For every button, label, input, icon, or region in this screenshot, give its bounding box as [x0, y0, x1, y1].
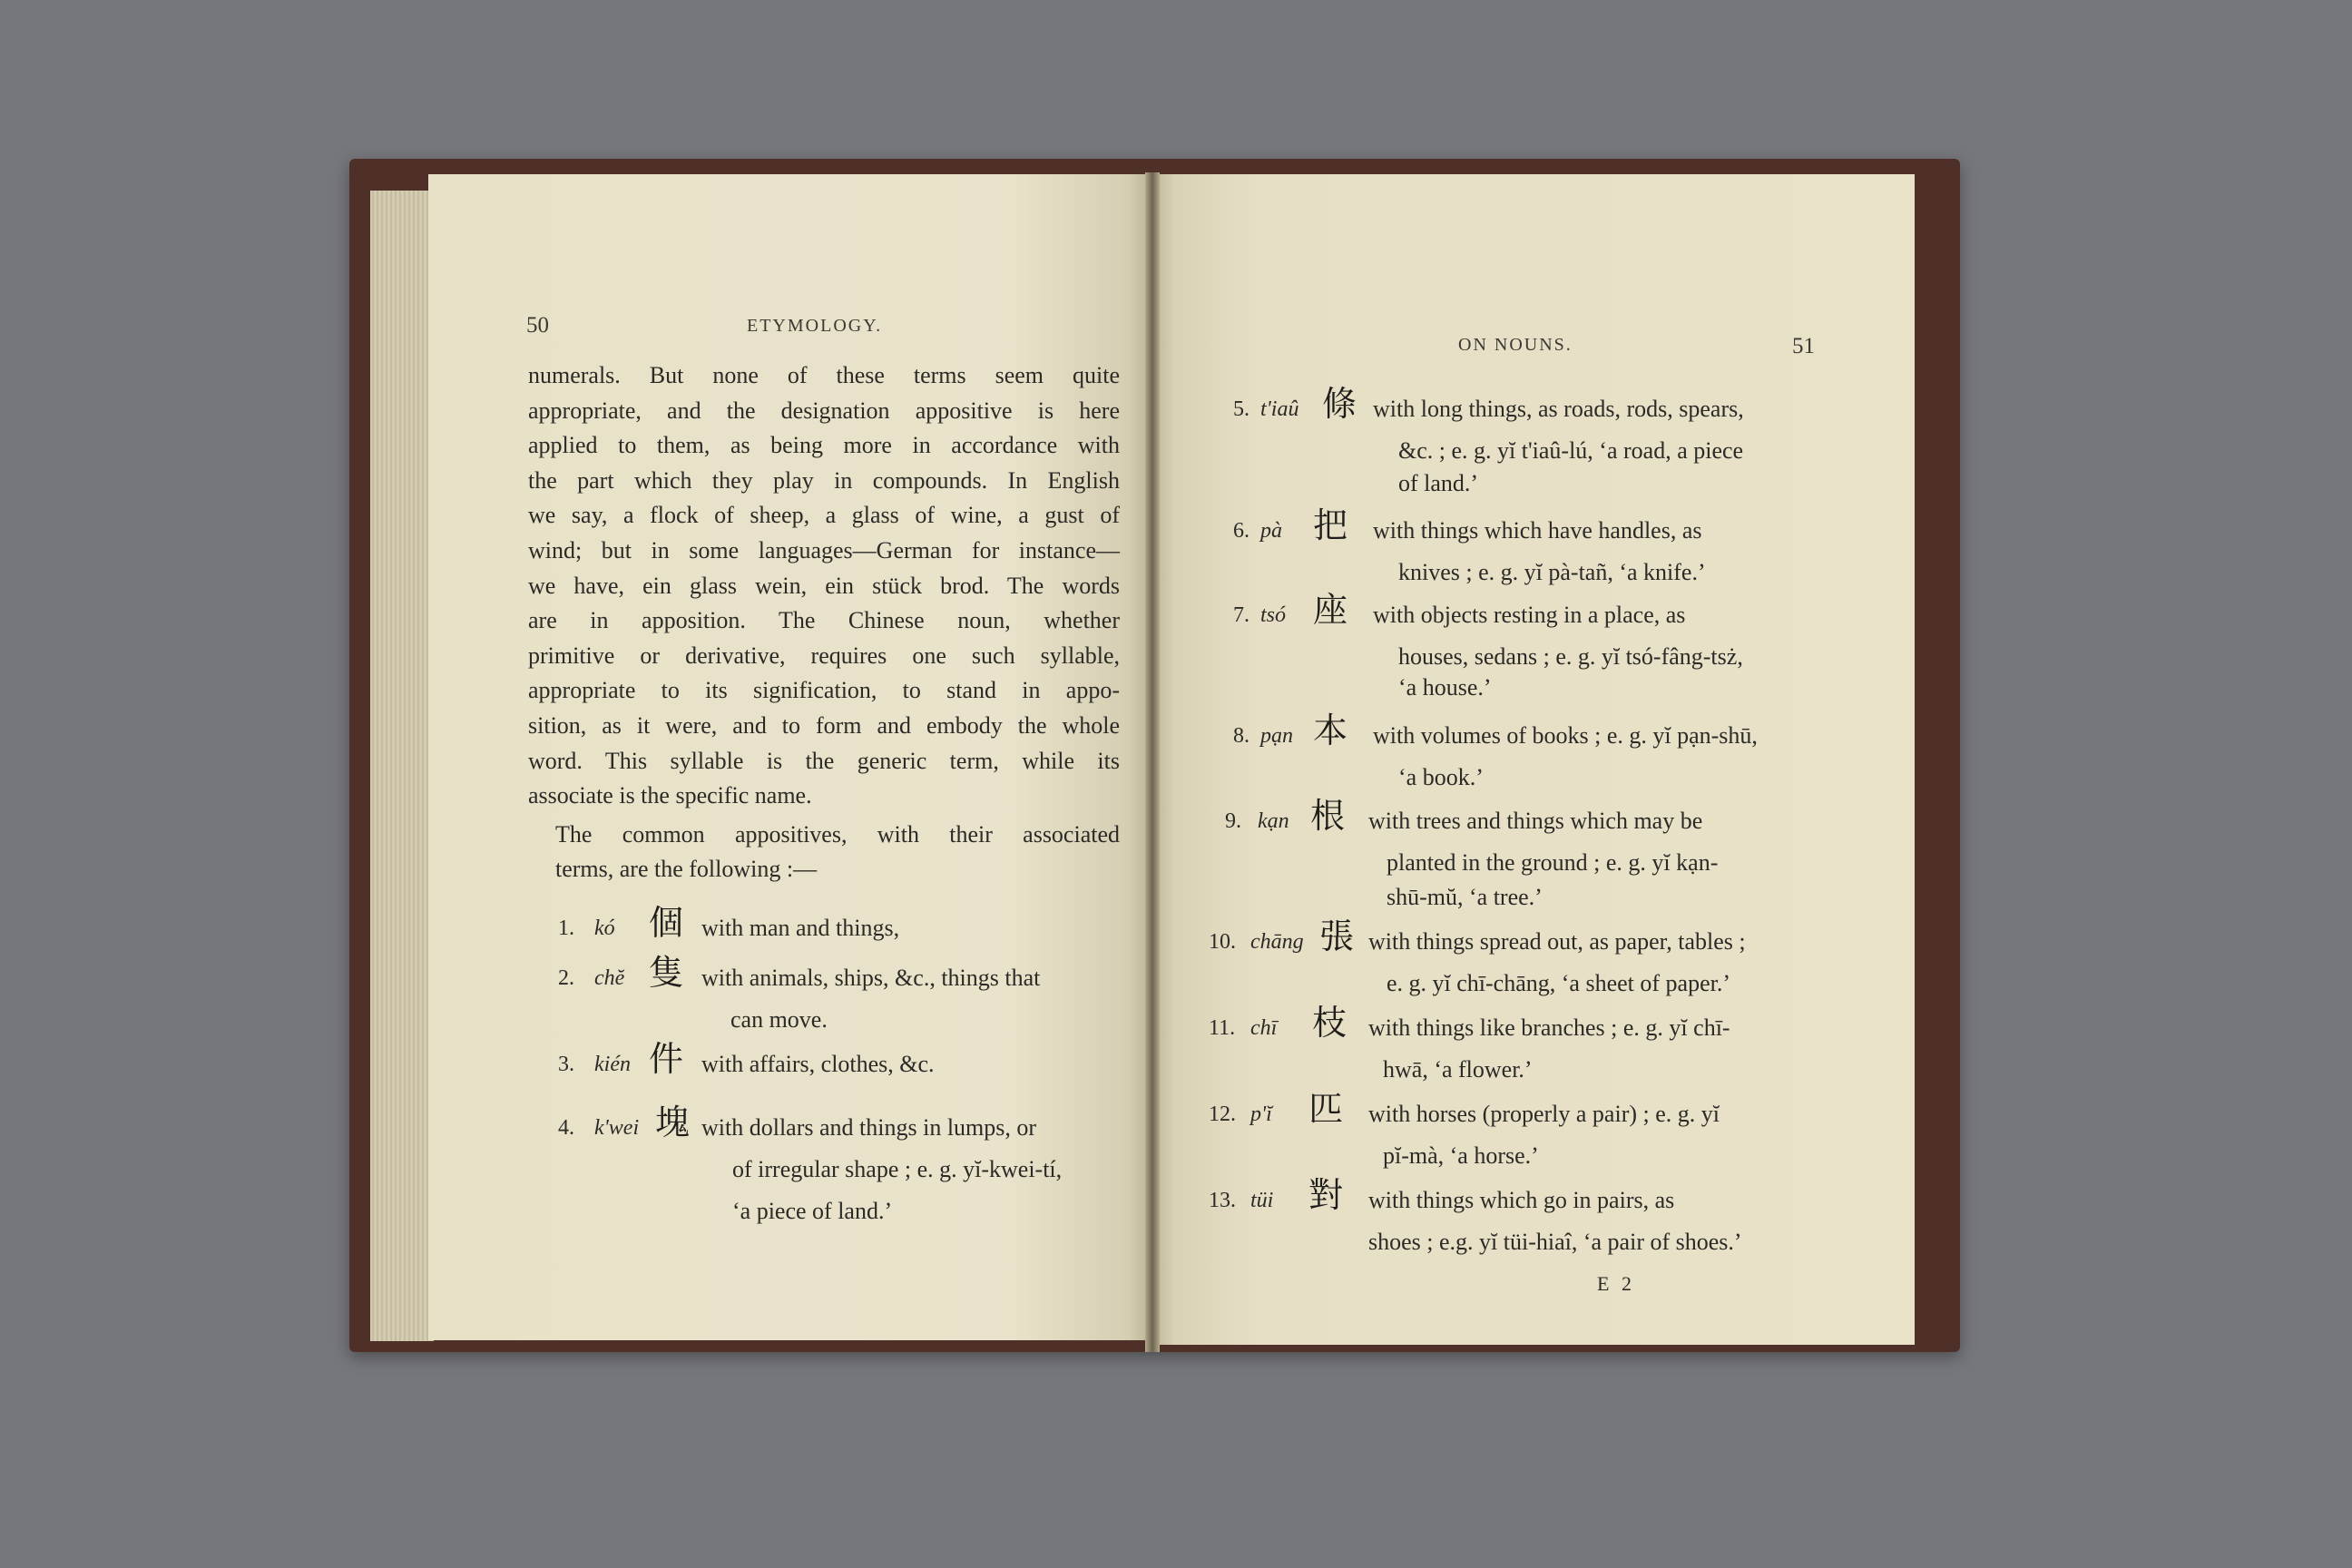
entry-chinese-character: 個 [649, 903, 684, 943]
book-gutter [1145, 172, 1160, 1352]
entry-line: ‘a book.’ [1398, 764, 1484, 790]
text-line: terms, are the following :— [555, 856, 818, 883]
entry-chinese-character: 本 [1313, 710, 1348, 750]
entry-chinese-character: 隻 [649, 953, 684, 993]
entry-description [1368, 1093, 1720, 1177]
entry-description [1368, 1007, 1730, 1091]
entry-line: ‘a piece of land.’ [732, 1198, 893, 1224]
entry-number: 10. [1209, 930, 1236, 954]
text-line: we have, ein glass wein, ein stück brod. The words [528, 572, 1120, 599]
page-number-right: 51 [1792, 334, 1815, 358]
text-line: numerals. But none of these terms seem quite [528, 362, 1120, 388]
entry-description [701, 1107, 1062, 1232]
entry-number: 4. [558, 1116, 574, 1140]
entry-romanization: chāng [1250, 930, 1304, 954]
entry-description [701, 907, 899, 949]
entry-number: 11. [1209, 1016, 1236, 1040]
entry-line: with things like branches ; e. g. yĭ chī- [1368, 1014, 1730, 1041]
entry-romanization: p'ĭ [1250, 1102, 1272, 1126]
entry-description [1373, 594, 1743, 709]
text-line: associate is the specific name. [528, 782, 812, 809]
text-line: are in apposition. The Chinese noun, whether [528, 607, 1120, 634]
text-line: appropriate to its signification, to stand in appo- [528, 677, 1120, 704]
paragraph-2 [528, 818, 1120, 887]
entry-number: 9. [1225, 809, 1241, 833]
running-head-right: ON NOUNS. [1458, 335, 1573, 355]
text-line: wind; but in some languages—German for instance— [528, 536, 1120, 564]
entry-romanization: pạn [1260, 724, 1293, 748]
text-line: primitive or derivative, requires one such syllable, [528, 642, 1120, 669]
entry-romanization: chĕ [594, 966, 625, 990]
entry-number: 2. [558, 966, 574, 990]
text-line: we say, a flock of sheep, a glass of wine, a gust of [528, 502, 1120, 529]
entry-line: hwā, ‘a flower.’ [1383, 1056, 1533, 1083]
entry-number: 8. [1233, 724, 1250, 748]
entry-number: 13. [1209, 1189, 1236, 1212]
entry-line: ‘a house.’ [1398, 674, 1492, 701]
paragraph-1 [528, 358, 1120, 814]
entry-chinese-character: 張 [1319, 916, 1355, 956]
running-head-left: ETYMOLOGY. [747, 316, 883, 336]
entry-romanization: kạn [1258, 809, 1289, 833]
entry-number: 12. [1209, 1102, 1236, 1126]
entry-romanization: kó [594, 916, 615, 940]
text-line: word. This syllable is the generic term, while its [528, 747, 1120, 774]
entry-description [701, 1044, 935, 1085]
entry-line: of land.’ [1398, 470, 1479, 496]
entry-number: 5. [1233, 397, 1250, 421]
entry-line: with affairs, clothes, &c. [701, 1051, 935, 1077]
entry-line: can move. [730, 1006, 828, 1033]
entry-line: shoes ; e.g. yĭ tüi-hiaî, ‘a pair of shoes.’ [1368, 1229, 1742, 1255]
entry-chinese-character: 座 [1313, 590, 1348, 630]
entry-line: with trees and things which may be [1368, 808, 1703, 834]
entry-description [701, 957, 1040, 1041]
text-line: sition, as it were, and to form and embody the whole [528, 711, 1120, 739]
entry-number: 3. [558, 1053, 574, 1076]
entry-line: planted in the ground ; e. g. yĭ kạn- [1387, 849, 1719, 876]
entry-chinese-character: 對 [1308, 1175, 1344, 1215]
entry-chinese-character: 根 [1310, 796, 1346, 836]
entry-number: 6. [1233, 519, 1250, 543]
entry-romanization: chī [1250, 1016, 1278, 1040]
entry-line: with objects resting in a place, as [1373, 602, 1686, 628]
entry-romanization: tsó [1260, 603, 1287, 627]
entry-chinese-character: 塊 [655, 1102, 691, 1142]
entry-description [1368, 921, 1746, 1004]
entry-romanization: tüi [1250, 1189, 1274, 1212]
entry-line: shū-mŭ, ‘a tree.’ [1387, 884, 1543, 910]
entry-line: with long things, as roads, rods, spears, [1373, 396, 1744, 422]
entry-line: with dollars and things in lumps, or [701, 1114, 1037, 1141]
left-body-text [528, 358, 1120, 887]
entry-chinese-character: 條 [1322, 384, 1357, 424]
text-line: The common appositives, with their associated [555, 820, 1120, 848]
page-edges [370, 191, 434, 1341]
entry-line: houses, sedans ; e. g. yĭ tsó-fâng-tsż, [1398, 643, 1743, 670]
entry-description [1368, 1180, 1742, 1263]
entry-description [1373, 510, 1706, 593]
entry-line: with volumes of books ; e. g. yĭ pạn-shū, [1373, 722, 1758, 749]
entry-line: knives ; e. g. yĭ pà-tañ, ‘a knife.’ [1398, 559, 1706, 585]
signature-mark: E 2 [1597, 1272, 1635, 1295]
entry-description [1368, 800, 1718, 918]
entry-romanization: t'iaû [1260, 397, 1299, 421]
text-line: appropriate, and the designation appositive is here [528, 397, 1120, 424]
entry-chinese-character: 匹 [1308, 1089, 1344, 1129]
entry-romanization: pà [1260, 519, 1282, 543]
text-line: the part which they play in compounds. In English [528, 466, 1120, 494]
page-number-left: 50 [526, 313, 549, 338]
entry-romanization: k'wei [594, 1116, 640, 1140]
entry-romanization: kién [594, 1053, 631, 1076]
entry-line: with man and things, [701, 915, 900, 941]
entry-description [1373, 715, 1758, 799]
entry-line: with things which have handles, as [1373, 517, 1702, 544]
entry-number: 7. [1233, 603, 1250, 627]
entry-line: with horses (properly a pair) ; e. g. yĭ [1368, 1101, 1720, 1127]
entry-line: e. g. yĭ chī-chāng, ‘a sheet of paper.’ [1387, 970, 1731, 996]
entry-line: pĭ-mà, ‘a horse.’ [1383, 1142, 1539, 1169]
entry-line: with things spread out, as paper, tables ; [1368, 928, 1746, 955]
entry-chinese-character: 把 [1313, 505, 1348, 545]
entry-number: 1. [558, 916, 574, 940]
entry-line: with animals, ships, &c., things that [701, 965, 1041, 991]
entry-line: of irregular shape ; e. g. yĭ-kwei-tí, [732, 1156, 1063, 1182]
text-line: applied to them, as being more in accordance with [528, 432, 1120, 459]
entry-chinese-character: 件 [649, 1039, 684, 1079]
entry-line: with things which go in pairs, as [1368, 1187, 1675, 1213]
entry-description [1373, 388, 1744, 505]
entry-line: &c. ; e. g. yĭ t'iaû-lú, ‘a road, a piece [1398, 437, 1744, 464]
entry-chinese-character: 枝 [1312, 1003, 1348, 1043]
